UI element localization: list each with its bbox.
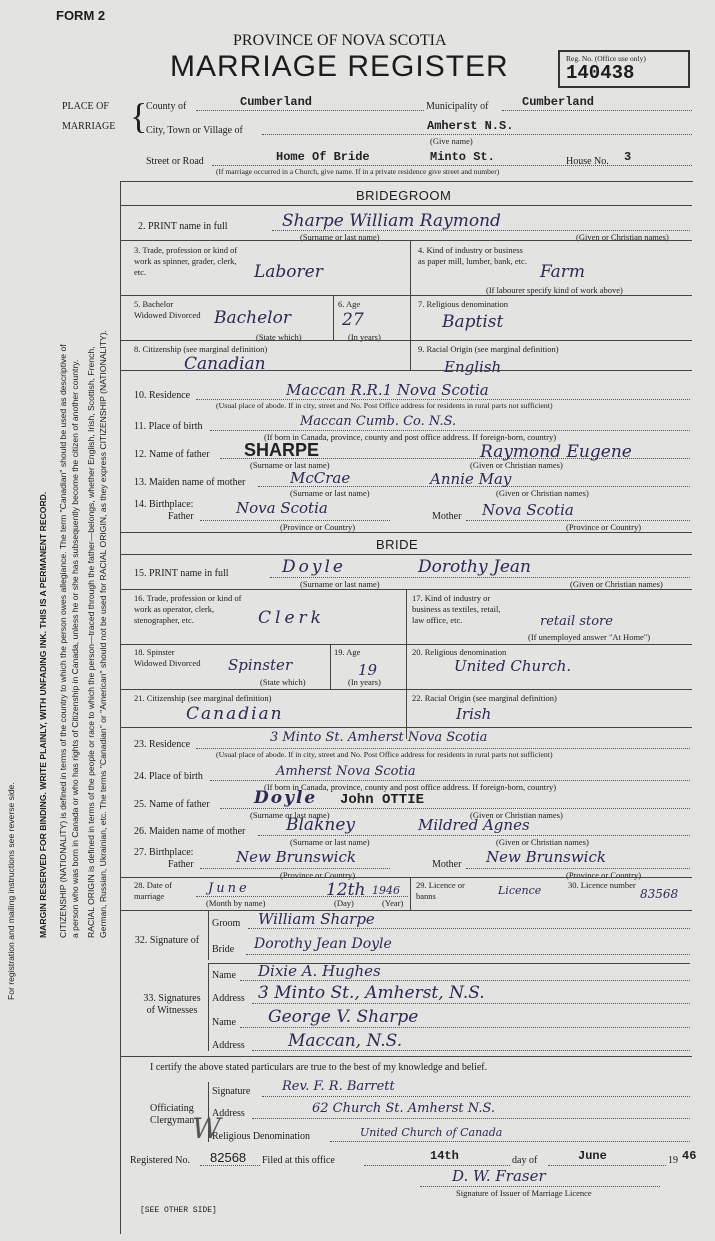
- groom-status: Bachelor: [214, 308, 291, 328]
- bride-father-bp-label: Father: [168, 859, 194, 870]
- bride-trade-label: 16. Trade, profession or kind of work as operator, clerk, stenographer, etc.: [134, 593, 242, 625]
- filed-month: June: [578, 1149, 607, 1163]
- licence-label: 29. Licence or banns: [416, 880, 465, 901]
- marriage-month: June: [208, 881, 250, 896]
- see-other-side: [SEE OTHER SIDE]: [140, 1206, 217, 1215]
- groom-religion: Baptist: [442, 312, 504, 332]
- side-note-5: RACIAL ORIGIN is defined in terms of the people or race to which the person—traced through the father—belongs, whether English, Irish, Scottish, French,: [86, 346, 96, 938]
- clergy-denom: United Church of Canada: [360, 1126, 503, 1139]
- groom-father-given-hint: (Given or Christian names): [470, 460, 563, 470]
- bride-age-label: 19. Age: [334, 647, 361, 657]
- reg-no-box: [558, 50, 690, 88]
- bride-surname-hint: (Surname or last name): [300, 579, 380, 589]
- bride-mother-given: Mildred Agnes: [418, 816, 530, 834]
- reg-label: Registered No.: [130, 1155, 190, 1166]
- register-title: MARRIAGE REGISTER: [170, 50, 509, 83]
- form-label: FORM 2: [56, 8, 106, 23]
- issuer-label: Signature of Issuer of Marriage Licence: [456, 1188, 592, 1198]
- reg-no-value: 140438: [566, 62, 635, 84]
- side-note-6: German, Russian, Ukrainian, etc. The terms "Canadian" or "American" should not be used for RACIAL ORIGIN, as they express CITIZENSHIP (NATIONALITY).: [98, 330, 108, 938]
- county-label: County of: [146, 101, 187, 112]
- clergy-address-label: Address: [212, 1108, 245, 1119]
- groom-print-label: 2. PRINT name in full: [138, 221, 228, 232]
- groom-racial-label: 9. Racial Origin (see marginal definition): [418, 344, 559, 354]
- filed-label: Filed at this office: [262, 1155, 335, 1166]
- filed-year: 46: [682, 1149, 697, 1163]
- groom-age-label: 6. Age: [338, 299, 361, 309]
- bride-citizenship-label: 21. Citizenship (see marginal definition): [134, 693, 272, 703]
- sig-33-label: 33. Signatures of Witnesses: [143, 993, 201, 1016]
- licence-no: 83568: [640, 887, 679, 901]
- filed-year-prefix: 19: [668, 1155, 678, 1166]
- bride-status-hint: (State which): [260, 677, 306, 687]
- bride-status-label: 18. Spinster Widowed Divorced: [134, 647, 201, 668]
- groom-age-hint: (In years): [348, 332, 381, 342]
- groom-religion-label: 7. Religious denomination: [418, 299, 508, 309]
- date-label: 28. Date of marriage: [134, 880, 173, 901]
- groom-sig-label: Groom: [212, 918, 241, 929]
- groom-birth-label: 11. Place of birth: [134, 421, 203, 432]
- groom-birth: Maccan Cumb. Co. N.S.: [300, 414, 457, 429]
- bride-father-given: John OTTIE: [340, 792, 425, 808]
- city-value: Amherst N.S.: [427, 119, 514, 133]
- groom-trade-label: 3. Trade, profession or kind of work as spinner, grader, clerk, etc.: [134, 245, 238, 277]
- city-label: City, Town or Village of: [146, 125, 243, 136]
- groom-residence-hint: (Usual place of abode. If in city, street and No. Post Office address for residents in rural parts not sufficient): [216, 401, 553, 410]
- groom-father-given: Raymond Eugene: [480, 442, 632, 462]
- bride-industry-hint: (If unemployed answer "At Home"): [528, 632, 651, 642]
- bride-mother-surname: Blakney: [286, 815, 355, 835]
- w2-address-label: Address: [212, 1040, 245, 1051]
- bride-industry-label: 17. Kind of industry or business as textiles, retail, law office, etc.: [412, 593, 501, 625]
- groom-father-surname-hint: (Surname or last name): [250, 460, 330, 470]
- groom-surname-hint: (Surname or last name): [300, 232, 380, 242]
- groom-given-hint: (Given or Christian names): [576, 232, 669, 242]
- groom-birthplace-label: 14. Birthplace:: [134, 499, 194, 510]
- groom-residence-label: 10. Residence: [134, 390, 191, 401]
- county-value: Cumberland: [240, 95, 313, 109]
- groom-industry-label: 4. Kind of industry or business as paper mill, lumber, bank, etc.: [418, 245, 527, 266]
- bride-given-hint: (Given or Christian names): [570, 579, 663, 589]
- bride-religion-label: 20. Religious denomination: [412, 647, 507, 657]
- groom-section-title: BRIDEGROOM: [356, 188, 452, 203]
- street-label: Street or Road: [146, 156, 204, 167]
- day-of-label: day of: [512, 1155, 538, 1166]
- filed-day: 14th: [430, 1149, 459, 1163]
- groom-father-bp-hint: (Province or Country): [280, 522, 356, 532]
- street-note: (If marriage occurred in a Church, give name. If in a private residence give street and number): [216, 167, 500, 176]
- bride-residence-hint: (Usual place of abode. If in city, street and No. Post Office address for residents in rural parts not sufficient): [216, 750, 553, 759]
- groom-trade: Laborer: [254, 262, 323, 282]
- clergy-address: 62 Church St. Amherst N.S.: [312, 1101, 496, 1116]
- groom-mother-bp: Nova Scotia: [482, 501, 574, 519]
- licence-type: Licence: [498, 884, 542, 897]
- clergy-label: Officiating Clergyman: [150, 1103, 195, 1126]
- clergy-initial-mark: W: [192, 1112, 221, 1145]
- day-hint: (Day): [334, 898, 354, 908]
- clergy-signature: Rev. F. R. Barrett: [282, 1079, 395, 1094]
- bride-age-hint: (In years): [348, 677, 381, 687]
- bride-father-label: 25. Name of father: [134, 799, 210, 810]
- give-name-hint: (Give name): [430, 136, 473, 146]
- place-label-1: PLACE OF: [62, 101, 109, 112]
- side-note-2: MARGIN RESERVED FOR BINDING. WRITE PLAINLY, WITH UNFADING INK. THIS IS A PERMANENT RECORD.: [38, 491, 48, 938]
- bride-mother-bp-hint: (Province or Country): [566, 870, 642, 880]
- groom-industry: Farm: [540, 262, 586, 282]
- bride-religion: United Church.: [454, 657, 572, 675]
- groom-residence: Maccan R.R.1 Nova Scotia: [286, 381, 489, 399]
- bride-residence-label: 23. Residence: [134, 739, 191, 750]
- groom-mother-bp-hint: (Province or Country): [566, 522, 642, 532]
- reg-number: 82568: [210, 1150, 247, 1165]
- marriage-year: 1946: [372, 884, 400, 897]
- bride-father-surname-hint: (Surname or last name): [250, 810, 330, 820]
- certify-text: I certify the above stated particulars are true to the best of my knowledge and belief.: [150, 1062, 488, 1073]
- groom-signature: William Sharpe: [258, 910, 375, 928]
- groom-father-bp: Nova Scotia: [236, 499, 328, 517]
- bride-racial-label: 22. Racial Origin (see marginal definition): [412, 693, 557, 703]
- bride-birth-label: 24. Place of birth: [134, 771, 203, 782]
- month-hint: (Month by name): [206, 898, 266, 908]
- w1-name-label: Name: [212, 970, 236, 981]
- w2-name: George V. Sharpe: [268, 1007, 419, 1027]
- bride-mother-bp: New Brunswick: [486, 848, 606, 866]
- bride-mother-given-hint: (Given or Christian names): [496, 837, 589, 847]
- reg-no-label: Reg. No. (Office use only): [566, 54, 646, 63]
- sig-32-label: 32. Signature of: [134, 935, 200, 946]
- issuer-signature: D. W. Fraser: [452, 1167, 546, 1185]
- place-label-2: MARRIAGE: [62, 121, 116, 132]
- bride-signature: Dorothy Jean Doyle: [254, 936, 392, 952]
- bride-racial: Irish: [456, 705, 492, 723]
- groom-mother-surname: McCrae: [290, 469, 351, 487]
- bride-residence: 3 Minto St. Amherst Nova Scotia: [270, 730, 488, 745]
- w1-address: 3 Minto St., Amherst, N.S.: [258, 983, 485, 1003]
- municipality-label: Municipality of: [426, 101, 489, 112]
- bride-trade: Clerk: [258, 608, 325, 628]
- w2-name-label: Name: [212, 1017, 236, 1028]
- groom-mother-label: 13. Maiden name of mother: [134, 477, 246, 488]
- street-extra: Minto St.: [430, 150, 495, 164]
- bride-section-title: BRIDE: [376, 537, 419, 552]
- bride-mother-bp-label: Mother: [432, 859, 462, 870]
- groom-citizenship-label: 8. Citizenship (see marginal definition): [134, 344, 268, 354]
- bride-sig-label: Bride: [212, 944, 235, 955]
- groom-racial: English: [444, 358, 502, 376]
- bride-father-given-hint: (Given or Christian names): [470, 810, 563, 820]
- groom-father-label: 12. Name of father: [134, 449, 210, 460]
- province-title: PROVINCE OF NOVA SCOTIA: [233, 32, 447, 49]
- bride-father-surname: Doyle: [254, 788, 318, 808]
- groom-mother-surname-hint: (Surname or last name): [290, 488, 370, 498]
- bride-print-label: 15. PRINT name in full: [134, 568, 229, 579]
- bride-status: Spinster: [228, 656, 293, 674]
- groom-mother-given: Annie May: [430, 470, 512, 488]
- bride-birthplace-label: 27. Birthplace:: [134, 847, 194, 858]
- house-label: House No.: [566, 156, 609, 167]
- street-value: Home Of Bride: [276, 150, 370, 164]
- bride-mother-label: 26. Maiden name of mother: [134, 826, 246, 837]
- side-note-3: CITIZENSHIP (NATIONALITY) is defined in terms of the country to which the person owes allegiance. The term "Canadian" should be used as descriptive of: [58, 344, 68, 938]
- bride-industry: retail store: [540, 614, 613, 629]
- bride-father-bp-hint: (Province or Country): [280, 870, 356, 880]
- side-note-1: For registration and mailing instructions see reverse side.: [6, 782, 16, 1000]
- bride-birth: Amherst Nova Scotia: [276, 764, 416, 779]
- w1-name: Dixie A. Hughes: [258, 962, 381, 980]
- clergy-denom-label: Religious Denomination: [212, 1131, 311, 1142]
- groom-mother-given-hint: (Given or Christian names): [496, 488, 589, 498]
- groom-status-hint: (State which): [256, 332, 302, 342]
- year-hint: (Year): [382, 898, 404, 908]
- municipality-value: Cumberland: [522, 95, 595, 109]
- marriage-day: 12th: [326, 880, 366, 900]
- bride-father-bp: New Brunswick: [236, 848, 356, 866]
- house-value: 3: [624, 150, 632, 164]
- bride-age: 19: [358, 661, 378, 679]
- place-brace: {: [130, 96, 148, 136]
- groom-industry-hint: (If labourer specify kind of work above): [486, 285, 623, 295]
- groom-status-label: 5. Bachelor Widowed Divorced: [134, 299, 201, 320]
- groom-age: 27: [342, 310, 364, 330]
- clergy-sig-label: Signature: [212, 1086, 251, 1097]
- groom-father-surname: SHARPE: [244, 440, 320, 460]
- w2-address: Maccan, N.S.: [288, 1031, 403, 1051]
- bride-citizenship: Canadian: [186, 704, 284, 724]
- side-note-4: a person who was born in Canada or who has rights of Citizenship in Canada, unless he or she has subsequently become the citizen of another country.: [70, 359, 80, 938]
- w1-address-label: Address: [212, 993, 245, 1004]
- groom-birth-hint: (If born in Canada, province, county and post office address. If foreign-born, country): [264, 432, 557, 442]
- bride-mother-surname-hint: (Surname or last name): [290, 837, 370, 847]
- licence-no-label: 30. Licence number: [568, 880, 636, 890]
- bride-given: Dorothy Jean: [418, 557, 531, 577]
- bride-surname: Doyle: [282, 557, 346, 577]
- groom-father-bp-label: Father: [168, 511, 194, 522]
- bride-birth-hint: (If born in Canada, province, county and post office address. If foreign-born, country): [264, 782, 557, 792]
- groom-name: Sharpe William Raymond: [282, 211, 501, 231]
- groom-mother-bp-label: Mother: [432, 511, 462, 522]
- groom-citizenship: Canadian: [184, 354, 266, 374]
